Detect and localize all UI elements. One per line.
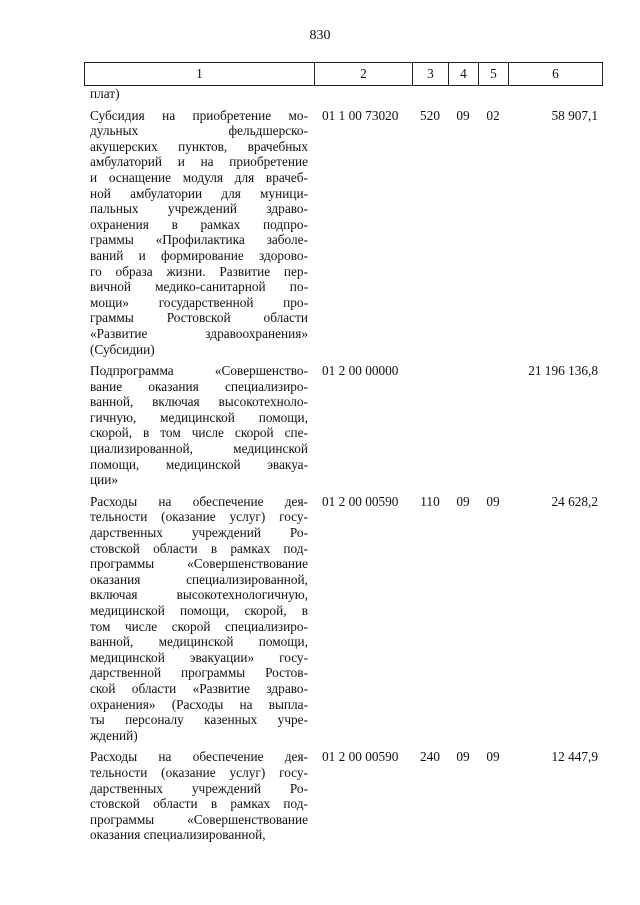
row-col-5: 02 [486,107,500,123]
description-line: ванной, включая высокотехноло- [90,394,308,410]
row-col-5: 09 [486,493,500,509]
description-line: ной амбулатории для муници- [90,185,308,201]
description-line: Подпрограмма «Совершенство- [90,363,308,379]
row-description [84,743,314,843]
table-row [84,488,602,744]
description-line: охранения» (Расходы на выпла- [90,696,308,712]
row-col-5: 09 [486,749,500,765]
row-code [314,86,412,102]
description-line: тельности (оказание услуг) госу- [90,509,308,525]
description-line: дарственных учреждений Ро- [90,525,308,541]
row-description [84,102,314,358]
description-line: акушерских пунктов, врачебных [90,138,308,154]
row-amount: 12 447,9 [551,749,598,765]
row-col-5 [478,86,508,102]
row-col-3 [412,86,448,102]
description-line: дарственной программы Ростов- [90,665,308,681]
description-line: Субсидия на приобретение мо- [90,107,308,123]
table-row [84,743,602,843]
description-line: пальных учреждений здраво- [90,201,308,217]
description-line: ванной, медицинской помощи, [90,634,308,650]
description-line: стовской области в рамках под- [90,540,308,556]
row-col-3: 520 [420,107,440,123]
table-row [84,357,602,488]
table-header [84,62,603,86]
description-line: помощи, медицинской эвакуа- [90,456,308,472]
row-col-5 [478,357,508,488]
header-col-6: 6 [509,63,603,86]
description-line: мощи» государственной про- [90,294,308,310]
description-line: оказания специализированной, [90,827,266,843]
description-line: ской области «Развитие здраво- [90,680,308,696]
header-col-5: 5 [479,63,509,86]
page-number: 830 [309,28,331,43]
description-line: Расходы на обеспечение дея- [90,493,308,509]
row-code: 01 1 00 73020 [322,107,399,123]
row-col-3 [412,357,448,488]
description-line: охранения в рамках подпро- [90,216,308,232]
row-col-4 [448,357,478,488]
description-line: граммы Ростовской области [90,310,308,326]
description-line: включая высокотехнологичную, [90,587,308,603]
table-row [84,102,602,358]
budget-table [84,86,602,843]
description-line: ждений) [90,727,138,743]
description-line: медицинской помощи, скорой, в [90,603,308,618]
description-line: вание оказания специализиро- [90,378,308,394]
row-amount [508,86,602,102]
description-line: го образа жизни. Развитие пер- [90,263,308,279]
description-line: циализированной, медицинской [90,441,308,457]
description-line: ты персоналу казенных учре- [90,712,308,728]
row-description [84,488,314,744]
description-line: скорой, в том числе скорой спе- [90,425,308,441]
description-line: дульных фельдшерско- [90,123,308,139]
row-code: 01 2 00 00590 [322,493,399,509]
description-line: оказания специализированной, [90,571,308,587]
description-line: гичную, медицинской помощи, [90,409,308,425]
description-line: дарственных учреждений Ро- [90,780,308,796]
row-col-4: 09 [456,107,470,123]
description-line: медицинской эвакуации» госу- [90,649,308,665]
description-line: плат) [90,86,120,101]
row-amount: 24 628,2 [551,493,598,509]
row-amount: 21 196 136,8 [528,363,598,379]
row-code: 01 2 00 00590 [322,749,399,765]
header-col-2: 2 [315,63,413,86]
description-line: граммы «Профилактика заболе- [90,232,308,248]
row-description [84,86,314,102]
description-line: Расходы на обеспечение дея- [90,749,308,765]
row-description [84,357,314,488]
header-col-4: 4 [449,63,479,86]
description-line: стовской области в рамках под- [90,796,308,812]
description-line: том числе скорой специализиро- [90,618,308,634]
description-line: программы «Совершенствование [90,811,308,827]
description-line: (Субсидии) [90,341,155,357]
header-col-1: 1 [85,63,315,86]
row-col-4: 09 [456,749,470,765]
row-col-3: 110 [420,493,440,509]
row-code: 01 2 00 00000 [322,363,399,379]
description-line: вичной медико-санитарной по- [90,279,308,295]
description-line: тельности (оказание услуг) госу- [90,764,308,780]
description-line: «Развитие здравоохранения» [90,325,308,341]
table-row [84,86,602,102]
header-col-3: 3 [413,63,449,86]
description-line: ваний и формирование здорово- [90,247,308,263]
description-line: ции» [90,472,118,488]
row-col-4 [448,86,478,102]
description-line: и оснащение модуля для врачеб- [90,169,308,185]
description-line: программы «Совершенствование [90,556,308,572]
description-line: амбулаторий и на приобретение [90,154,308,170]
row-amount: 58 907,1 [551,107,598,123]
row-col-4: 09 [456,493,470,509]
row-col-3: 240 [420,749,440,765]
